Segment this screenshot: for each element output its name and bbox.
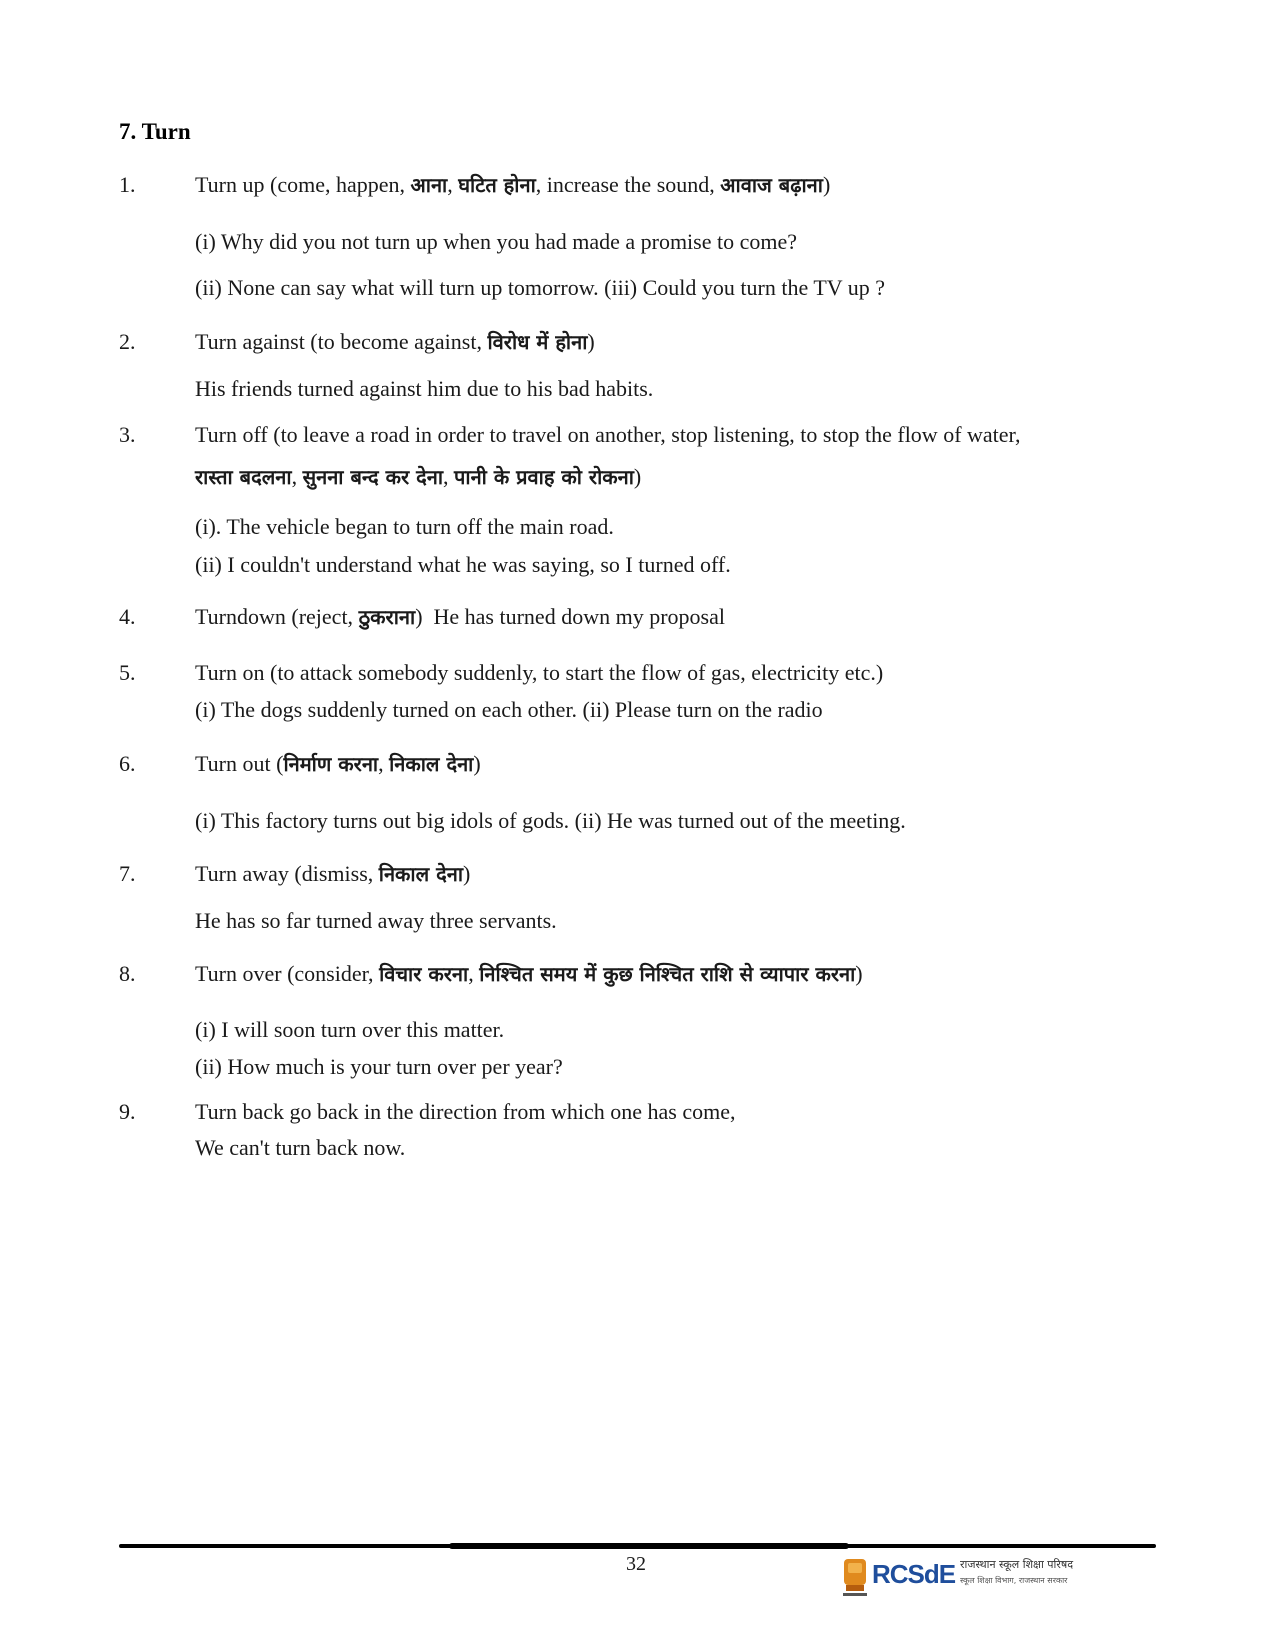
item-9-heading: Turn back go back in the direction from which one has come, [195, 1099, 736, 1124]
item-number: 2. [119, 329, 136, 354]
example-line: (ii) None can say what will turn up tomorrow. (iii) Could you turn the TV up ? [195, 275, 886, 300]
example-line: (i) The dogs suddenly turned on each other. (ii) Please turn on the radio [195, 697, 823, 722]
item-8-heading: Turn over (consider, विचार करना, निश्चित समय में कुछ निश्चित राशि से व्यापार करना) [195, 961, 863, 986]
page-number: 32 [626, 1553, 646, 1575]
example-line: (i) Why did you not turn up when you had made a promise to come? [195, 229, 798, 254]
item-2-heading: Turn against (to become against, विरोध में होना) [195, 329, 595, 354]
example-line: (i) I will soon turn over this matter. [195, 1017, 505, 1042]
rcsde-logo [840, 1555, 1120, 1601]
logo-text: RCSdE [872, 1559, 956, 1589]
section-title: 7. Turn [119, 119, 191, 144]
item-number: 7. [119, 861, 136, 886]
item-7-heading: Turn away (dismiss, निकाल देना) [195, 861, 471, 886]
item-3-heading: Turn off (to leave a road in order to travel on another, stop listening, to stop the flow of water, [195, 422, 1021, 447]
logo-hindi-title: राजस्थान स्कूल शिक्षा परिषद [960, 1558, 1074, 1571]
example-line: He has so far turned away three servants. [195, 908, 557, 933]
footer-rule [119, 1544, 1156, 1548]
example-line: (i). The vehicle began to turn off the main road. [195, 514, 614, 539]
item-number: 1. [119, 172, 136, 197]
example-line: We can't turn back now. [195, 1135, 406, 1160]
item-number: 4. [119, 604, 136, 629]
item-number: 5. [119, 660, 136, 685]
example-line: (i) This factory turns out big idols of gods. (ii) He was turned out of the meeting. [195, 808, 906, 833]
item-number: 8. [119, 961, 136, 986]
item-1-heading: Turn up (come, happen, आना, घटित होना, increase the sound, आवाज बढ़ाना) [195, 172, 831, 197]
example-line: (ii) I couldn't understand what he was saying, so I turned off. [195, 552, 731, 577]
logo-hindi-subtitle: स्कूल शिक्षा विभाग, राजस्थान सरकार [960, 1576, 1068, 1585]
item-number: 9. [119, 1099, 136, 1124]
item-3-hindi: रास्ता बदलना, सुनना बन्द कर देना, पानी के प्रवाह को रोकना) [195, 464, 642, 489]
item-4-heading: Turndown (reject, ठुकराना) He has turned down my proposal [195, 604, 725, 629]
example-line: (ii) How much is your turn over per year? [195, 1054, 563, 1079]
example-line: His friends turned against him due to his bad habits. [195, 376, 654, 401]
item-6-heading: Turn out (निर्माण करना, निकाल देना) [195, 751, 481, 776]
item-number: 6. [119, 751, 136, 776]
item-5-heading: Turn on (to attack somebody suddenly, to start the flow of gas, electricity etc.) [195, 660, 884, 685]
emblem-icon [840, 1555, 870, 1599]
item-number: 3. [119, 422, 136, 447]
